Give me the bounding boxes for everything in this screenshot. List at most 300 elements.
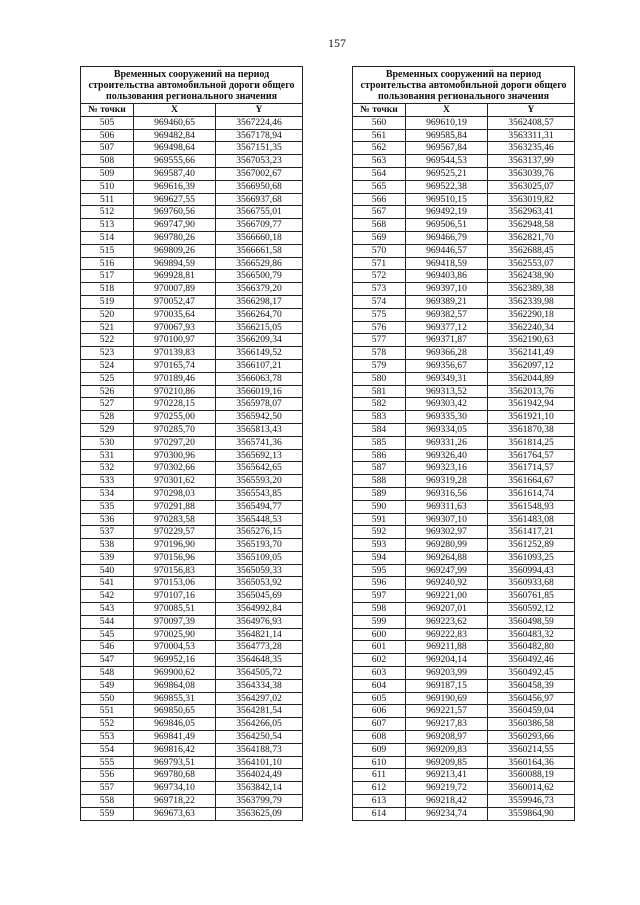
cell-point-number: 506: [81, 129, 134, 142]
cell-point-number: 545: [81, 628, 134, 641]
table-row: [353, 590, 575, 603]
cell-point-number: 566: [353, 193, 406, 206]
cell-point-number: 548: [81, 667, 134, 680]
cell-x: 970097,39: [134, 615, 216, 628]
cell-y: 3563137,99: [488, 155, 575, 168]
cell-point-number: 571: [353, 257, 406, 270]
cell-point-number: 602: [353, 654, 406, 667]
cell-point-number: 541: [81, 577, 134, 590]
cell-x: 970196,90: [134, 539, 216, 552]
cell-point-number: 520: [81, 308, 134, 321]
table-row: [353, 129, 575, 142]
table-row: [81, 628, 303, 641]
cell-point-number: 580: [353, 372, 406, 385]
cell-point-number: 538: [81, 539, 134, 552]
cell-y: 3562948,58: [488, 219, 575, 232]
table-row: [353, 270, 575, 283]
cell-y: 3560592,12: [488, 603, 575, 616]
cell-x: 969809,26: [134, 244, 216, 257]
table-row: [81, 155, 303, 168]
cell-x: 970035,64: [134, 308, 216, 321]
cell-point-number: 591: [353, 513, 406, 526]
cell-x: 969240,92: [406, 577, 488, 590]
table-row: [81, 321, 303, 334]
cell-y: 3567178,94: [216, 129, 303, 142]
cell-y: 3562339,98: [488, 295, 575, 308]
table-row: [353, 308, 575, 321]
cell-y: 3562438,90: [488, 270, 575, 283]
cell-y: 3561664,67: [488, 475, 575, 488]
cell-x: 969331,26: [406, 436, 488, 449]
table-row: [81, 539, 303, 552]
coordinates-table-left: [80, 66, 303, 821]
cell-y: 3562963,41: [488, 206, 575, 219]
cell-point-number: 614: [353, 807, 406, 820]
cell-y: 3565593,20: [216, 475, 303, 488]
cell-y: 3562408,57: [488, 116, 575, 129]
cell-y: 3562240,34: [488, 321, 575, 334]
cell-point-number: 589: [353, 487, 406, 500]
table-row: [81, 551, 303, 564]
table-row: [353, 487, 575, 500]
cell-y: 3565543,85: [216, 487, 303, 500]
cell-x: 970297,20: [134, 436, 216, 449]
cell-point-number: 593: [353, 539, 406, 552]
cell-point-number: 563: [353, 155, 406, 168]
cell-y: 3565942,50: [216, 411, 303, 424]
table-row: [353, 603, 575, 616]
cell-point-number: 521: [81, 321, 134, 334]
cell-y: 3566709,77: [216, 219, 303, 232]
cell-y: 3563311,31: [488, 129, 575, 142]
table-title: Временных сооружений на период строительства автомобильной дороги общего пользования регионального значения: [353, 67, 575, 104]
cell-point-number: 562: [353, 142, 406, 155]
cell-y: 3567002,67: [216, 167, 303, 180]
cell-y: 3561614,74: [488, 487, 575, 500]
cell-x: 970291,88: [134, 500, 216, 513]
table-row: [81, 423, 303, 436]
cell-y: 3565448,53: [216, 513, 303, 526]
table-row: [353, 705, 575, 718]
table-row: [353, 372, 575, 385]
cell-y: 3567053,23: [216, 155, 303, 168]
cell-point-number: 514: [81, 231, 134, 244]
cell-point-number: 608: [353, 731, 406, 744]
table-row: [353, 769, 575, 782]
cell-point-number: 557: [81, 782, 134, 795]
table-row: [81, 398, 303, 411]
cell-point-number: 552: [81, 718, 134, 731]
cell-point-number: 512: [81, 206, 134, 219]
cell-point-number: 594: [353, 551, 406, 564]
table-row: [353, 321, 575, 334]
table-row: [353, 795, 575, 808]
table-row: [81, 411, 303, 424]
cell-y: 3566149,52: [216, 347, 303, 360]
cell-x: 969302,97: [406, 526, 488, 539]
cell-point-number: 542: [81, 590, 134, 603]
cell-y: 3566215,05: [216, 321, 303, 334]
table-row: [353, 283, 575, 296]
column-header-point: № точки: [353, 104, 406, 117]
cell-y: 3566063,78: [216, 372, 303, 385]
cell-y: 3560456,97: [488, 692, 575, 705]
cell-point-number: 508: [81, 155, 134, 168]
table-row: [353, 731, 575, 744]
cell-x: 969846,05: [134, 718, 216, 731]
cell-y: 3564297,02: [216, 692, 303, 705]
table-row: [81, 257, 303, 270]
cell-point-number: 567: [353, 206, 406, 219]
table-row: [81, 385, 303, 398]
cell-x: 969335,30: [406, 411, 488, 424]
cell-point-number: 529: [81, 423, 134, 436]
cell-y: 3562141,49: [488, 347, 575, 360]
table-row: [81, 180, 303, 193]
cell-point-number: 600: [353, 628, 406, 641]
cell-point-number: 519: [81, 295, 134, 308]
cell-x: 969894,59: [134, 257, 216, 270]
cell-x: 970300,96: [134, 449, 216, 462]
table-row: [353, 244, 575, 257]
cell-x: 969187,15: [406, 679, 488, 692]
cell-x: 969760,56: [134, 206, 216, 219]
cell-x: 969234,74: [406, 807, 488, 820]
table-row: [81, 436, 303, 449]
cell-y: 3566950,68: [216, 180, 303, 193]
table-row: [81, 167, 303, 180]
table-row: [81, 692, 303, 705]
cell-x: 969900,62: [134, 667, 216, 680]
table-row: [81, 449, 303, 462]
cell-point-number: 510: [81, 180, 134, 193]
cell-x: 970228,15: [134, 398, 216, 411]
cell-y: 3566298,17: [216, 295, 303, 308]
cell-point-number: 596: [353, 577, 406, 590]
table-row: [353, 334, 575, 347]
cell-y: 3563235,46: [488, 142, 575, 155]
cell-point-number: 609: [353, 743, 406, 756]
table-row: [353, 295, 575, 308]
cell-point-number: 572: [353, 270, 406, 283]
cell-y: 3561252,89: [488, 539, 575, 552]
cell-y: 3560214,55: [488, 743, 575, 756]
table-row: [81, 705, 303, 718]
cell-x: 970153,06: [134, 577, 216, 590]
cell-point-number: 583: [353, 411, 406, 424]
cell-point-number: 560: [353, 116, 406, 129]
cell-x: 970283,58: [134, 513, 216, 526]
cell-y: 3566107,21: [216, 359, 303, 372]
cell-point-number: 576: [353, 321, 406, 334]
cell-x: 970067,93: [134, 321, 216, 334]
cell-x: 969466,79: [406, 231, 488, 244]
table-row: [353, 513, 575, 526]
cell-y: 3563799,79: [216, 795, 303, 808]
table-row: [353, 615, 575, 628]
cell-point-number: 607: [353, 718, 406, 731]
cell-y: 3564648,35: [216, 654, 303, 667]
table-row: [81, 590, 303, 603]
cell-x: 969418,59: [406, 257, 488, 270]
cell-y: 3566937,68: [216, 193, 303, 206]
cell-y: 3565692,13: [216, 449, 303, 462]
cell-point-number: 513: [81, 219, 134, 232]
table-row: [81, 206, 303, 219]
cell-point-number: 606: [353, 705, 406, 718]
cell-y: 3560498,59: [488, 615, 575, 628]
table-row: [353, 423, 575, 436]
cell-x: 969952,16: [134, 654, 216, 667]
cell-x: 969217,83: [406, 718, 488, 731]
cell-point-number: 544: [81, 615, 134, 628]
cell-y: 3567224,46: [216, 116, 303, 129]
table-row: [353, 193, 575, 206]
cell-point-number: 592: [353, 526, 406, 539]
cell-y: 3560933,68: [488, 577, 575, 590]
cell-y: 3565642,65: [216, 462, 303, 475]
cell-x: 970100,97: [134, 334, 216, 347]
cell-x: 969223,62: [406, 615, 488, 628]
cell-point-number: 523: [81, 347, 134, 360]
cell-y: 3564101,10: [216, 756, 303, 769]
cell-point-number: 532: [81, 462, 134, 475]
cell-x: 969211,88: [406, 641, 488, 654]
cell-x: 969208,97: [406, 731, 488, 744]
cell-y: 3565813,43: [216, 423, 303, 436]
cell-point-number: 582: [353, 398, 406, 411]
cell-x: 970052,47: [134, 295, 216, 308]
cell-point-number: 528: [81, 411, 134, 424]
cell-y: 3565045,69: [216, 590, 303, 603]
cell-point-number: 534: [81, 487, 134, 500]
table-row: [353, 718, 575, 731]
cell-x: 970025,90: [134, 628, 216, 641]
cell-y: 3564821,14: [216, 628, 303, 641]
cell-x: 969510,15: [406, 193, 488, 206]
table-row: [81, 782, 303, 795]
cell-x: 970210,86: [134, 385, 216, 398]
cell-x: 969221,00: [406, 590, 488, 603]
cell-y: 3562688,45: [488, 244, 575, 257]
cell-point-number: 546: [81, 641, 134, 654]
column-header-x: X: [134, 104, 216, 117]
table-row: [353, 449, 575, 462]
table-row: [353, 500, 575, 513]
cell-point-number: 570: [353, 244, 406, 257]
cell-x: 969356,67: [406, 359, 488, 372]
cell-point-number: 543: [81, 603, 134, 616]
cell-point-number: 601: [353, 641, 406, 654]
cell-point-number: 536: [81, 513, 134, 526]
table-row: [81, 347, 303, 360]
cell-x: 969627,55: [134, 193, 216, 206]
table-row: [81, 462, 303, 475]
table-row: [353, 359, 575, 372]
cell-y: 3563625,09: [216, 807, 303, 820]
table-row: [353, 679, 575, 692]
cell-point-number: 597: [353, 590, 406, 603]
cell-x: 969349,31: [406, 372, 488, 385]
table-row: [81, 283, 303, 296]
cell-x: 970229,57: [134, 526, 216, 539]
cell-x: 969525,21: [406, 167, 488, 180]
table-row: [81, 308, 303, 321]
cell-x: 969377,12: [406, 321, 488, 334]
cell-x: 969218,42: [406, 795, 488, 808]
table-row: [81, 807, 303, 820]
table-row: [81, 564, 303, 577]
table-row: [81, 667, 303, 680]
cell-point-number: 575: [353, 308, 406, 321]
cell-point-number: 531: [81, 449, 134, 462]
cell-x: 969673,63: [134, 807, 216, 820]
table-row: [353, 347, 575, 360]
cell-x: 969334,05: [406, 423, 488, 436]
cell-point-number: 515: [81, 244, 134, 257]
cell-x: 969323,16: [406, 462, 488, 475]
cell-x: 970156,96: [134, 551, 216, 564]
table-row: [353, 692, 575, 705]
cell-x: 969222,83: [406, 628, 488, 641]
cell-y: 3560761,85: [488, 590, 575, 603]
cell-x: 970156,83: [134, 564, 216, 577]
cell-y: 3564976,93: [216, 615, 303, 628]
cell-point-number: 578: [353, 347, 406, 360]
cell-y: 3560088,19: [488, 769, 575, 782]
table-row: [353, 167, 575, 180]
cell-point-number: 579: [353, 359, 406, 372]
table-row: [353, 411, 575, 424]
cell-y: 3561417,21: [488, 526, 575, 539]
table-row: [353, 551, 575, 564]
cell-x: 969816,42: [134, 743, 216, 756]
cell-y: 3560386,58: [488, 718, 575, 731]
cell-point-number: 559: [81, 807, 134, 820]
cell-x: 969389,21: [406, 295, 488, 308]
cell-point-number: 537: [81, 526, 134, 539]
cell-x: 969204,14: [406, 654, 488, 667]
cell-y: 3565109,05: [216, 551, 303, 564]
cell-point-number: 524: [81, 359, 134, 372]
column-header-x: X: [406, 104, 488, 117]
cell-x: 969587,40: [134, 167, 216, 180]
cell-x: 970085,51: [134, 603, 216, 616]
cell-x: 969247,99: [406, 564, 488, 577]
cell-y: 3565276,15: [216, 526, 303, 539]
cell-y: 3566755,01: [216, 206, 303, 219]
cell-y: 3566209,34: [216, 334, 303, 347]
cell-x: 969498,64: [134, 142, 216, 155]
cell-y: 3561870,38: [488, 423, 575, 436]
table-row: [81, 475, 303, 488]
cell-point-number: 535: [81, 500, 134, 513]
cell-point-number: 539: [81, 551, 134, 564]
cell-point-number: 604: [353, 679, 406, 692]
cell-y: 3566529,86: [216, 257, 303, 270]
table-row: [81, 603, 303, 616]
cell-y: 3564266,05: [216, 718, 303, 731]
table-row: [81, 142, 303, 155]
table-title: Временных сооружений на период строительства автомобильной дороги общего пользования регионального значения: [81, 67, 303, 104]
cell-point-number: 505: [81, 116, 134, 129]
table-row: [353, 807, 575, 820]
cell-y: 3563025,07: [488, 180, 575, 193]
cell-x: 969326,40: [406, 449, 488, 462]
cell-x: 969492,19: [406, 206, 488, 219]
cell-point-number: 573: [353, 283, 406, 296]
cell-x: 969209,83: [406, 743, 488, 756]
table-row: [81, 129, 303, 142]
cell-y: 3559864,90: [488, 807, 575, 820]
table-row: [353, 564, 575, 577]
table-row: [353, 180, 575, 193]
cell-point-number: 507: [81, 142, 134, 155]
table-row: [81, 270, 303, 283]
cell-x: 970189,46: [134, 372, 216, 385]
cell-y: 3562044,89: [488, 372, 575, 385]
cell-y: 3565741,36: [216, 436, 303, 449]
cell-point-number: 527: [81, 398, 134, 411]
page-number: 157: [328, 36, 346, 50]
cell-x: 969207,01: [406, 603, 488, 616]
table-row: [353, 206, 575, 219]
cell-point-number: 540: [81, 564, 134, 577]
cell-x: 969219,72: [406, 782, 488, 795]
cell-x: 969850,65: [134, 705, 216, 718]
cell-x: 969366,28: [406, 347, 488, 360]
cell-x: 969221,57: [406, 705, 488, 718]
cell-x: 970165,74: [134, 359, 216, 372]
cell-x: 969209,85: [406, 756, 488, 769]
table-row: [81, 731, 303, 744]
cell-point-number: 610: [353, 756, 406, 769]
cell-x: 969482,84: [134, 129, 216, 142]
table-row: [353, 782, 575, 795]
cell-point-number: 586: [353, 449, 406, 462]
cell-y: 3560492,46: [488, 654, 575, 667]
table-row: [81, 244, 303, 257]
cell-point-number: 555: [81, 756, 134, 769]
table-row: [353, 577, 575, 590]
table-row: [353, 219, 575, 232]
cell-y: 3562389,38: [488, 283, 575, 296]
table-row: [353, 667, 575, 680]
cell-point-number: 558: [81, 795, 134, 808]
cell-y: 3564281,54: [216, 705, 303, 718]
cell-y: 3565978,07: [216, 398, 303, 411]
cell-y: 3564992,84: [216, 603, 303, 616]
table-row: [353, 628, 575, 641]
table-row: [353, 155, 575, 168]
cell-x: 969311,63: [406, 500, 488, 513]
cell-x: 969313,52: [406, 385, 488, 398]
cell-point-number: 599: [353, 615, 406, 628]
cell-point-number: 556: [81, 769, 134, 782]
cell-point-number: 554: [81, 743, 134, 756]
cell-x: 969382,57: [406, 308, 488, 321]
cell-point-number: 587: [353, 462, 406, 475]
cell-x: 969264,88: [406, 551, 488, 564]
cell-point-number: 595: [353, 564, 406, 577]
cell-y: 3562190,63: [488, 334, 575, 347]
cell-point-number: 530: [81, 436, 134, 449]
table-row: [81, 795, 303, 808]
cell-x: 969506,51: [406, 219, 488, 232]
table-row: [353, 231, 575, 244]
column-header-y: Y: [488, 104, 575, 117]
table-row: [81, 231, 303, 244]
